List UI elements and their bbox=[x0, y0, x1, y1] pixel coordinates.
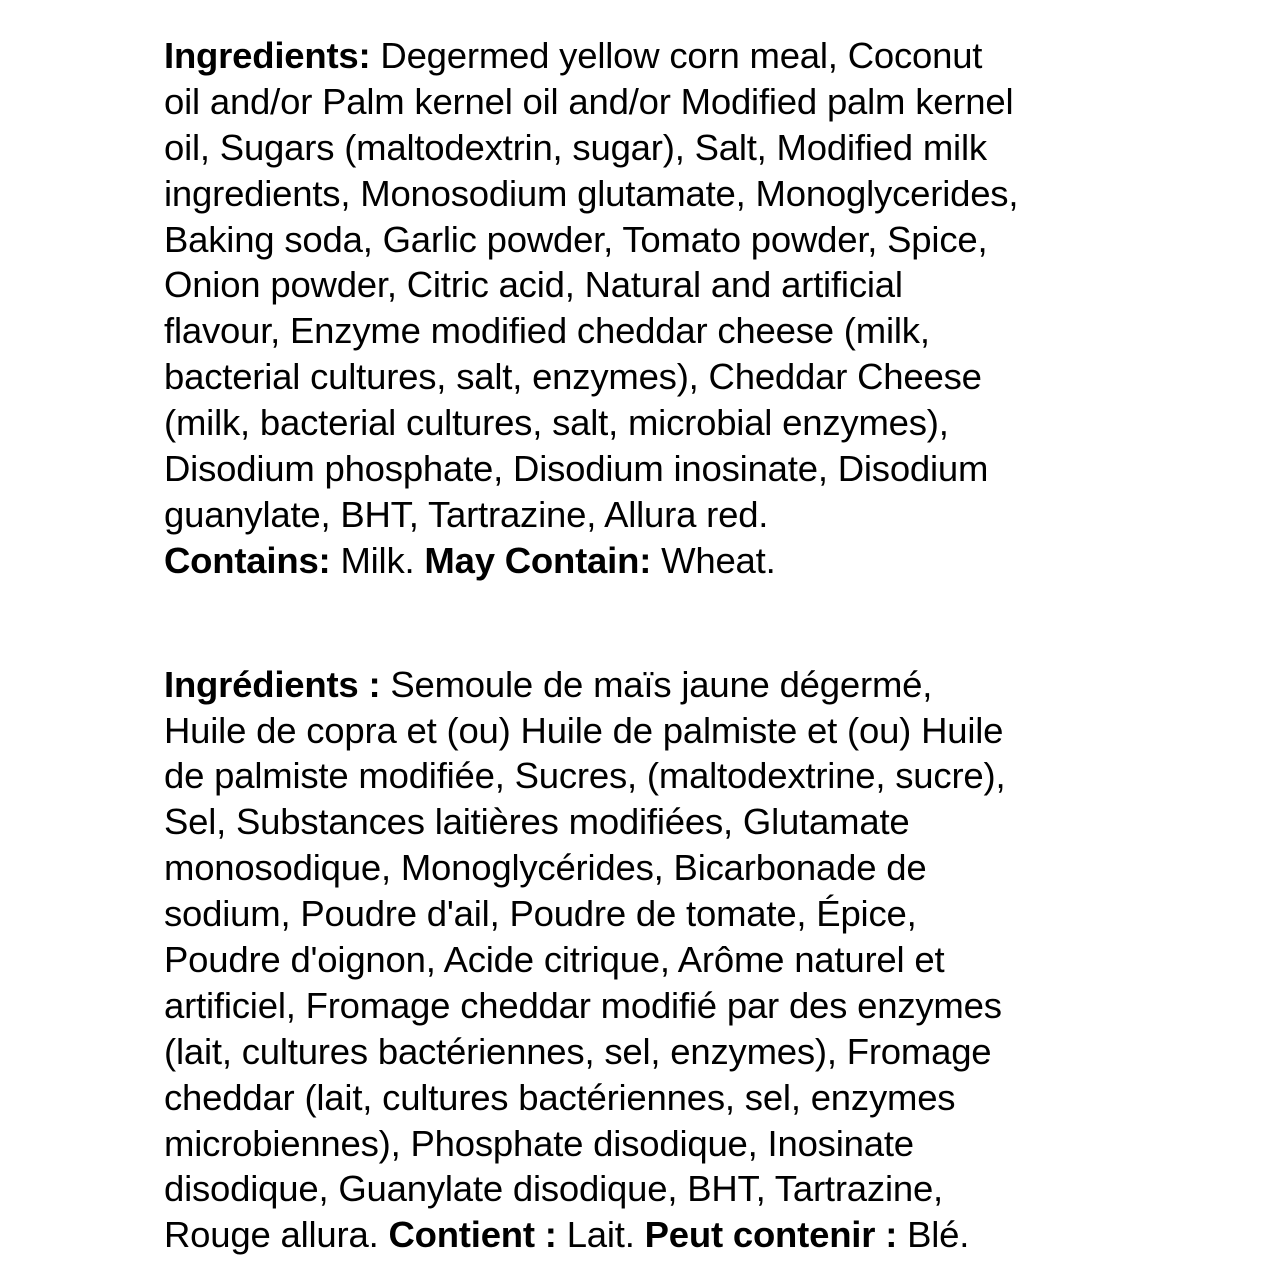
ingredients-label-panel bbox=[164, 33, 1164, 1258]
french-ingredients-line: Poudre d'oignon, Acide citrique, Arôme naturel et bbox=[164, 939, 945, 981]
english-may-contain-value: Wheat. bbox=[651, 539, 776, 581]
french-ingredients-first-line bbox=[164, 662, 1164, 708]
french-ingredients-text: Semoule de maïs jaune dégermé, bbox=[380, 663, 933, 705]
english-may-contain-heading: May Contain: bbox=[424, 539, 652, 581]
english-ingredients-line: Disodium phosphate, Disodium inosinate, Disodium bbox=[164, 448, 989, 490]
french-ingredients-heading: Ingrédients : bbox=[164, 663, 381, 705]
english-ingredients-line: (milk, bacterial cultures, salt, microbial enzymes), bbox=[164, 402, 949, 444]
english-ingredients-line: guanylate, BHT, Tartrazine, Allura red. bbox=[164, 493, 769, 535]
french-ingredients-line: cheddar (lait, cultures bactériennes, sel, enzymes bbox=[164, 1076, 956, 1118]
english-allergen-line bbox=[164, 538, 1164, 584]
english-ingredients-line: Onion powder, Citric acid, Natural and artificial bbox=[164, 264, 903, 306]
english-ingredients-line: bacterial cultures, salt, enzymes), Cheddar Cheese bbox=[164, 356, 982, 398]
french-allergen-line bbox=[164, 1212, 1164, 1258]
french-ingredients-line: disodique, Guanylate disodique, BHT, Tartrazine, bbox=[164, 1168, 943, 1210]
french-ingredients-line: monosodique, Monoglycérides, Bicarbonade de bbox=[164, 847, 927, 889]
french-contains-heading: Contient : bbox=[388, 1214, 557, 1256]
french-ingredients-line: Huile de copra et (ou) Huile de palmiste et (ou) Huile bbox=[164, 709, 1004, 751]
french-may-contain-value: Blé. bbox=[897, 1214, 970, 1256]
french-ingredients-line: Sel, Substances laitières modifiées, Glutamate bbox=[164, 801, 910, 843]
french-ingredients-line: artificiel, Fromage cheddar modifié par des enzymes bbox=[164, 984, 1002, 1026]
english-ingredients-line: oil, Sugars (maltodextrin, sugar), Salt, Modified milk bbox=[164, 126, 987, 168]
french-ingredients-line: sodium, Poudre d'ail, Poudre de tomate, Épice, bbox=[164, 893, 917, 935]
french-ingredients-line: microbiennes), Phosphate disodique, Inosinate bbox=[164, 1122, 914, 1164]
french-ingredients-line: de palmiste modifiée, Sucres, (maltodextrine, sucre), bbox=[164, 755, 1006, 797]
french-may-contain-heading: Peut contenir : bbox=[644, 1214, 898, 1256]
section-divider-space bbox=[164, 584, 1164, 662]
english-ingredients-line: ingredients, Monosodium glutamate, Monoglycerides, bbox=[164, 172, 1019, 214]
english-ingredients-heading: Ingredients: bbox=[164, 35, 371, 76]
french-ingredients-last-text: Rouge allura. bbox=[164, 1214, 389, 1256]
french-contains-value: Lait. bbox=[556, 1214, 645, 1256]
english-contains-value: Milk. bbox=[330, 539, 425, 581]
english-ingredients-line: Baking soda, Garlic powder, Tomato powder, Spice, bbox=[164, 218, 988, 260]
english-ingredients-text: Degermed yellow corn meal, Coconut bbox=[370, 35, 983, 76]
english-ingredients-first-line bbox=[164, 33, 1164, 79]
english-ingredients-section bbox=[164, 33, 1164, 584]
english-ingredients-line: oil and/or Palm kernel oil and/or Modified palm kernel bbox=[164, 80, 1014, 122]
english-ingredients-line: flavour, Enzyme modified cheddar cheese (milk, bbox=[164, 310, 930, 352]
french-ingredients-section bbox=[164, 662, 1164, 1259]
french-ingredients-line: (lait, cultures bactériennes, sel, enzymes), Fromage bbox=[164, 1030, 992, 1072]
english-contains-heading: Contains: bbox=[164, 539, 331, 581]
